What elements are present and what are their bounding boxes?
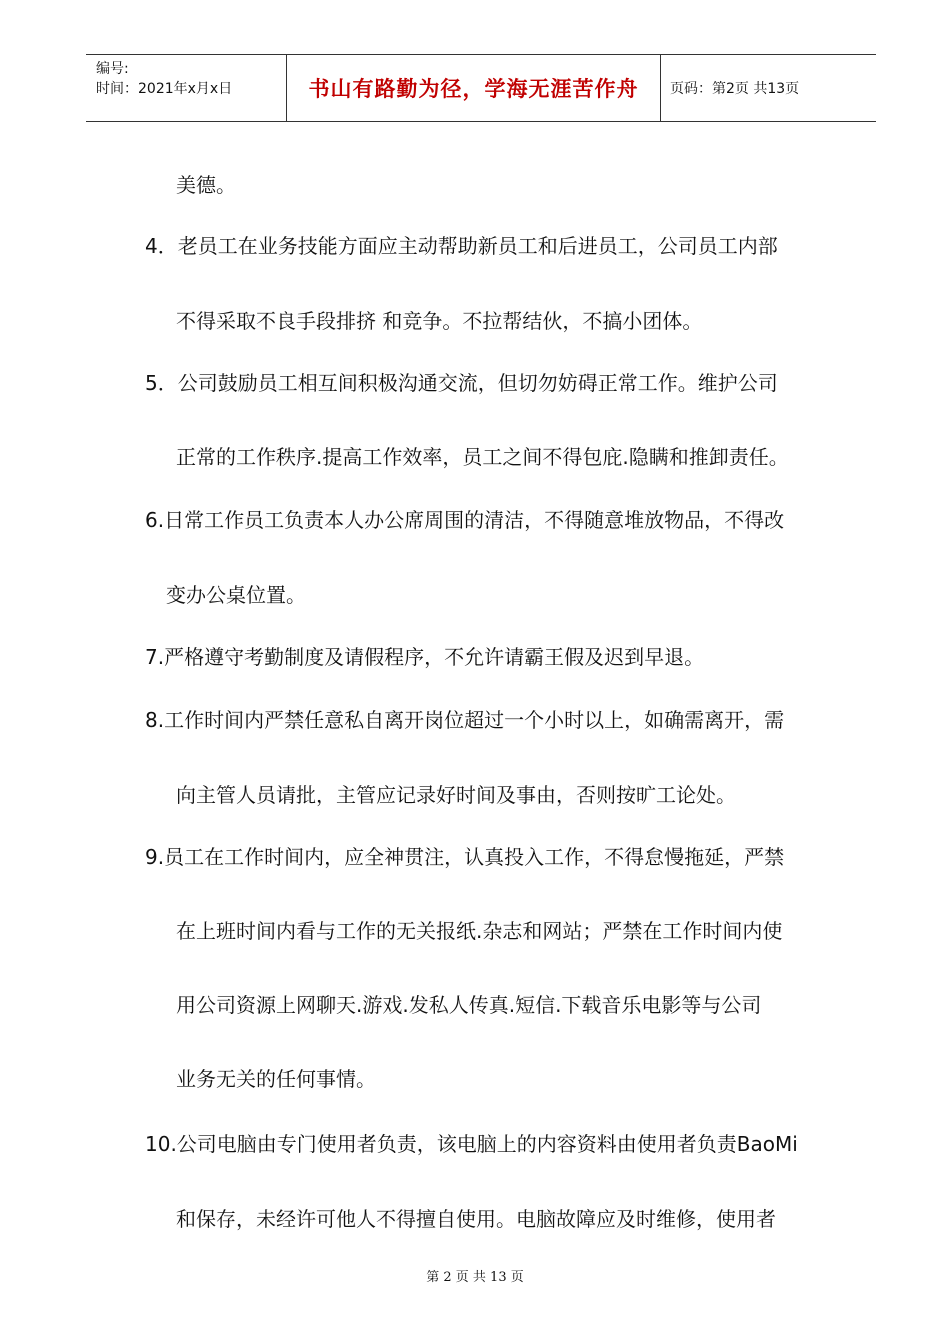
header-meta <box>96 59 232 99</box>
text-line: 不得采取不良手段排挤 和竞争。不拉帮结伙，不搞小团体。 <box>176 309 703 333</box>
text-line: 用公司资源上网聊天.游戏.发私人传真.短信.下载音乐电影等与公司 <box>176 993 762 1017</box>
text-line: 业务无关的任何事情。 <box>176 1067 376 1091</box>
header-page-info: 页码：第2页 共13页 <box>670 81 800 97</box>
header-divider <box>660 55 661 121</box>
text-line: 5．公司鼓励员工相互间积极沟通交流，但切勿妨碍正常工作。维护公司 <box>145 371 778 395</box>
header-motto: 书山有路勤为径，学海无涯苦作舟 <box>308 77 639 101</box>
text-line: 8.工作时间内严禁任意私自离开岗位超过一个小时以上，如确需离开，需 <box>145 708 785 732</box>
text-line: 美德。 <box>176 173 236 197</box>
text-line: 6.日常工作员工负责本人办公席周围的清洁，不得随意堆放物品，不得改 <box>145 508 785 532</box>
time-label: 时间：2021年x月x日 <box>96 81 233 97</box>
text-line: 10.公司电脑由专门使用者负责，该电脑上的内容资料由使用者负责BaoMi <box>145 1132 798 1156</box>
text-line: 7.严格遵守考勤制度及请假程序，不允许请霸王假及迟到早退。 <box>145 645 705 669</box>
text-line: 在上班时间内看与工作的无关报纸.杂志和网站；严禁在工作时间内使 <box>176 919 783 943</box>
text-line: 变办公桌位置。 <box>166 583 306 607</box>
text-line: 9.员工在工作时间内，应全神贯注，认真投入工作，不得怠慢拖延，严禁 <box>145 845 785 869</box>
text-line: 4．老员工在业务技能方面应主动帮助新员工和后进员工，公司员工内部 <box>145 234 778 258</box>
text-line: 和保存，未经许可他人不得擅自使用。电脑故障应及时维修，使用者 <box>176 1207 776 1231</box>
page-footer: 第 2 页 共 13 页 <box>426 1270 524 1285</box>
text-line: 正常的工作秩序.提高工作效率，员工之间不得包庇.隐瞒和推卸责任。 <box>176 445 789 469</box>
serial-label: 编号: <box>96 61 129 77</box>
page-header <box>86 54 876 122</box>
text-line: 向主管人员请批，主管应记录好时间及事由，否则按旷工论处。 <box>176 783 736 807</box>
